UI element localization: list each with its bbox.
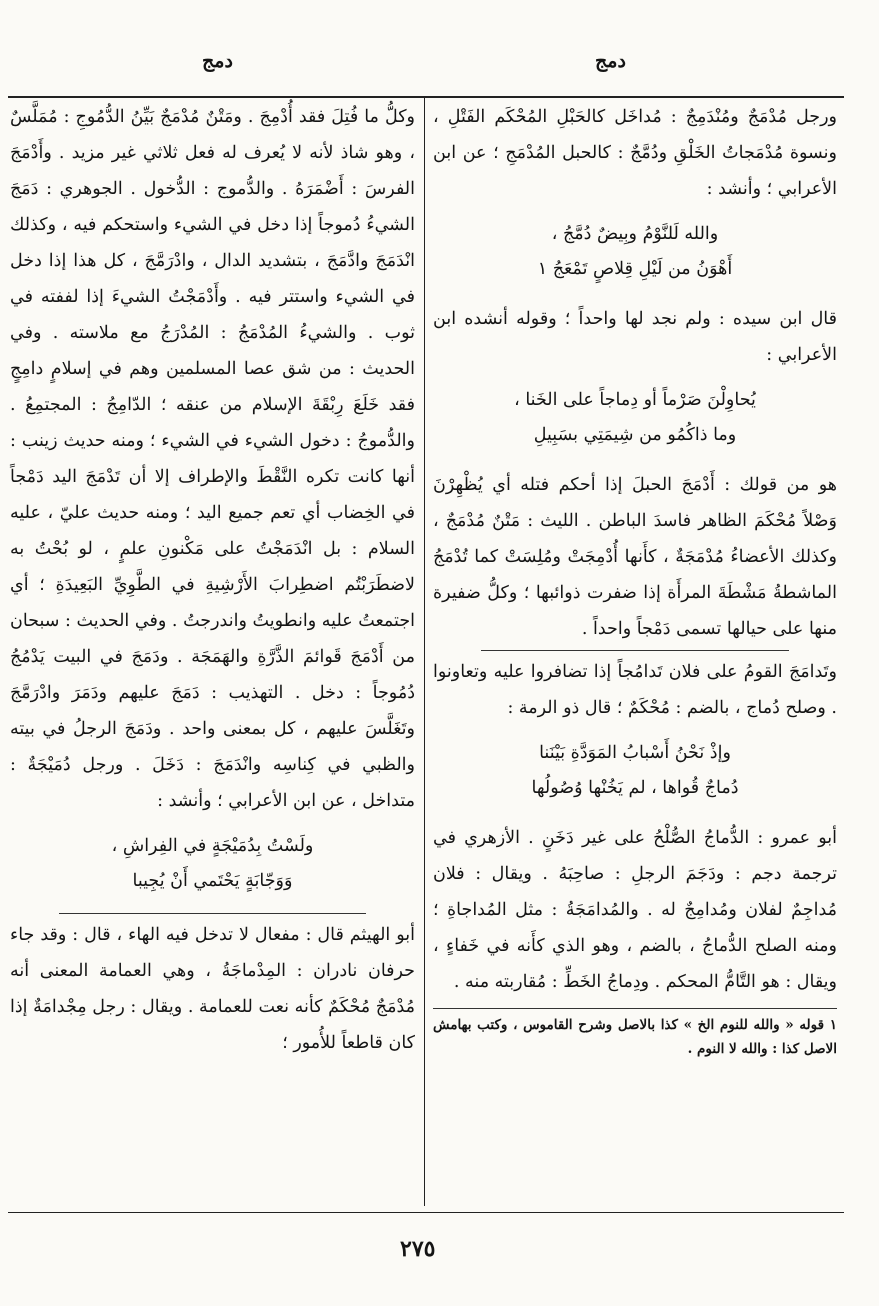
verse-line: ولَسْتُ بِدُمَيْجَةٍ في الفِراشِ ، xyxy=(111,836,314,856)
right-paragraph-4: وتَدامَجَ القومُ على فلان تَدامُجاً إذا تضافروا عليه وتعاونوا . وصلح دُماج ، بالضم : مُحْكَمٌ ؛ قال ذو الرمة : xyxy=(433,662,837,718)
verse-line: وإذْ نَحْنُ أَسْبابُ المَوَدَّةِ بَيْنَنا xyxy=(539,743,731,763)
verse-line: وما ذاكُمُو من شِيمَتِي بسَبِيلِ xyxy=(533,425,737,445)
section-divider xyxy=(59,913,367,914)
right-verse-1 xyxy=(433,217,837,287)
right-verse-3 xyxy=(433,736,837,806)
verse-line: يُحاوِلْنَ صَرْماً أو دِماجاً على الخَنا ، xyxy=(514,390,756,410)
footnote: ١ قوله « والله للنوم الخ » كذا بالاصل وشرح القاموس ، وكتب بهامش الاصل كذا : والله لا النوم . xyxy=(433,1017,837,1057)
verse-line: والله لَلنَّوْمُ وبِيضٌ دُمَّجُ ، xyxy=(551,224,719,244)
section-divider xyxy=(481,650,788,651)
right-paragraph-5: أبو عمرو : الدُّماجُ الصُّلْحُ على غير دَخَنٍ . الأزهري في ترجمة دجم : ودَجَمَ الرجلِ : صاحِبَهُ . ويقال : فلان مُداجِمٌ لفلان ومُدامِجٌ له . والمُدامَجَةُ : مثل المُداجاةِ ؛ ومنه الصلح الدُّماجُ ، بالضم ، وهو الذي كأَنه في خَفاءٍ ، ويقال : هو التَّامُّ المحكم . ودِماجُ الخَطِّ : مُقاربته منه . xyxy=(433,828,837,992)
left-paragraph-2: أبو الهيثم قال : مفعال لا تدخل فيه الهاء ، قال : وقد جاء حرفان نادران : المِدْماجَةُ ، وهي العمامة المعنى أنه مُدْمَجٌ مُحْكَمٌ كأنه نعت للعمامة . ويقال : رجل مِجْدامَةٌ إذا كان قاطعاً للأُمور ؛ xyxy=(10,925,415,1053)
column-divider xyxy=(424,96,425,1206)
right-paragraph-3: هو من قولك : أَدْمَجَ الحبلَ إذا أحكم فتله أي يُظْهِرْنَ وَصْلاً مُحْكَمَ الظاهر فاسدَ الباطن . الليث : مَتْنٌ مُدْمَجٌ ، وكذلك الأعضاءُ مُدْمَجَةٌ ، كأَنها أُدْمِجَتْ ومُلِسَتْ كما تُدْمَجُ الماشطةُ مَشْطَةَ المرأَة إذا ضفرت ذوائبها ؛ وكلُّ ضفيرة منها على حيالها تسمى دَمْجاً واحداً . xyxy=(433,475,837,639)
right-column xyxy=(433,99,837,1061)
footer-rule xyxy=(8,1212,844,1213)
page-number: ٢٧٥ xyxy=(400,1236,436,1262)
running-head-left: دمج xyxy=(202,50,233,72)
verse-line: دُماجٌ قُواها ، لم يَخُنْها وُصُولُها xyxy=(531,778,739,798)
verse-line: أَهْوَنُ من لَيْلِ قِلاصٍ تَمْعَجُ ١ xyxy=(537,259,733,279)
left-paragraph-1: وكلُّ ما فُتِلَ فقد أُدْمِجَ . ومَتْنٌ مُدْمَجٌ بَيِّنُ الدُّمُوجِ : مُمَلَّسٌ ، وهو شاذ لأنه لا يُعرف له فعل ثلاثي غير مزيد . وأَدْمَجَ الفرسَ : أَضْمَرَهُ . والدُّموج : الدُّخول . الجوهري : دَمَجَ الشيءُ دُموجاً إذا دخل في الشيء واستحكم فيه ، وكذلك انْدَمَجَ وادَّمَجَ ، بتشديد الدال ، وادْرَمَّجَ ، كل هذا إذا دخل في الشيء واستتر فيه . وأَدْمَجْتُ الشيءَ إذا لففته في ثوب . والشيءُ المُدْمَجُ : المُدْرَجُ مع ملاسته . وفي الحديث : من شق عصا المسلمين وهم في إسلامٍ دامِجٍ فقد خَلَعَ رِبْقَةَ الإسلام من عنقه ؛ الدّامِجُ : المجتمِعُ . والدُّموجُ : دخول الشيء في الشيء ؛ ومنه حديث زينب : أنها كانت تكره النَّقْطَ والإطراف إلا أن تَدْمَجَ اليد دَمْجاً في الخِضاب أي تعم جميع اليد ؛ ومنه حديث عليّ ، عليه السلام : بل انْدَمَجْتُ على مَكْنونِ علمٍ ، لو بُحْتُ به لاضطَرَبْتُم اضطِرابَ الأَرْشِيةِ في الطَّوِيِّ البَعِيدَةِ ؛ أي اجتمعتُ عليه وانطويتُ واندرجتُ . وفي الحديث : سبحان من أَدْمَجَ قَوائمَ الذَّرَّةِ والهَمَجَة . ودَمَجَ في البيت يَدْمُجُ دُمُوجاً : دخل . التهذيب : دَمَجَ عليهم ودَمَرَ وادْرَمَّجَ وتَغَلَّسَ عليهم ، كل بمعنى واحد . ودَمَجَ الرجلُ في بيته والظبي في كِناسِه وانْدَمَجَ : دَخَلَ . ورجل دُمَيْجَةٌ : متداخل ، عن ابن الأعرابي ؛ وأنشد : xyxy=(10,107,415,811)
running-head-right: دمج xyxy=(595,50,626,72)
verse-line: وَوَجّابَةٍ يَحْتَمي أَنْ يُجِيبا xyxy=(132,871,293,891)
left-verse-1 xyxy=(10,829,415,899)
right-paragraph-1: ورجل مُدْمَجٌ ومُنْدَمِجٌ : مُداخَل كالحَبْلِ المُحْكَم الفَتْلِ ، ونسوة مُدْمَجاتُ الخَلْقِ ودُمَّجٌ : كالحبل المُدْمَجِ ؛ عن ابن الأعرابي ؛ وأنشد : xyxy=(433,107,837,199)
footnote-rule xyxy=(433,1008,837,1009)
header-rule xyxy=(8,96,844,98)
right-paragraph-2: قال ابن سيده : ولم نجد لها واحداً ؛ وقوله أنشده ابن الأعرابي : xyxy=(433,309,837,365)
left-column xyxy=(10,99,415,1061)
right-verse-2 xyxy=(433,383,837,453)
